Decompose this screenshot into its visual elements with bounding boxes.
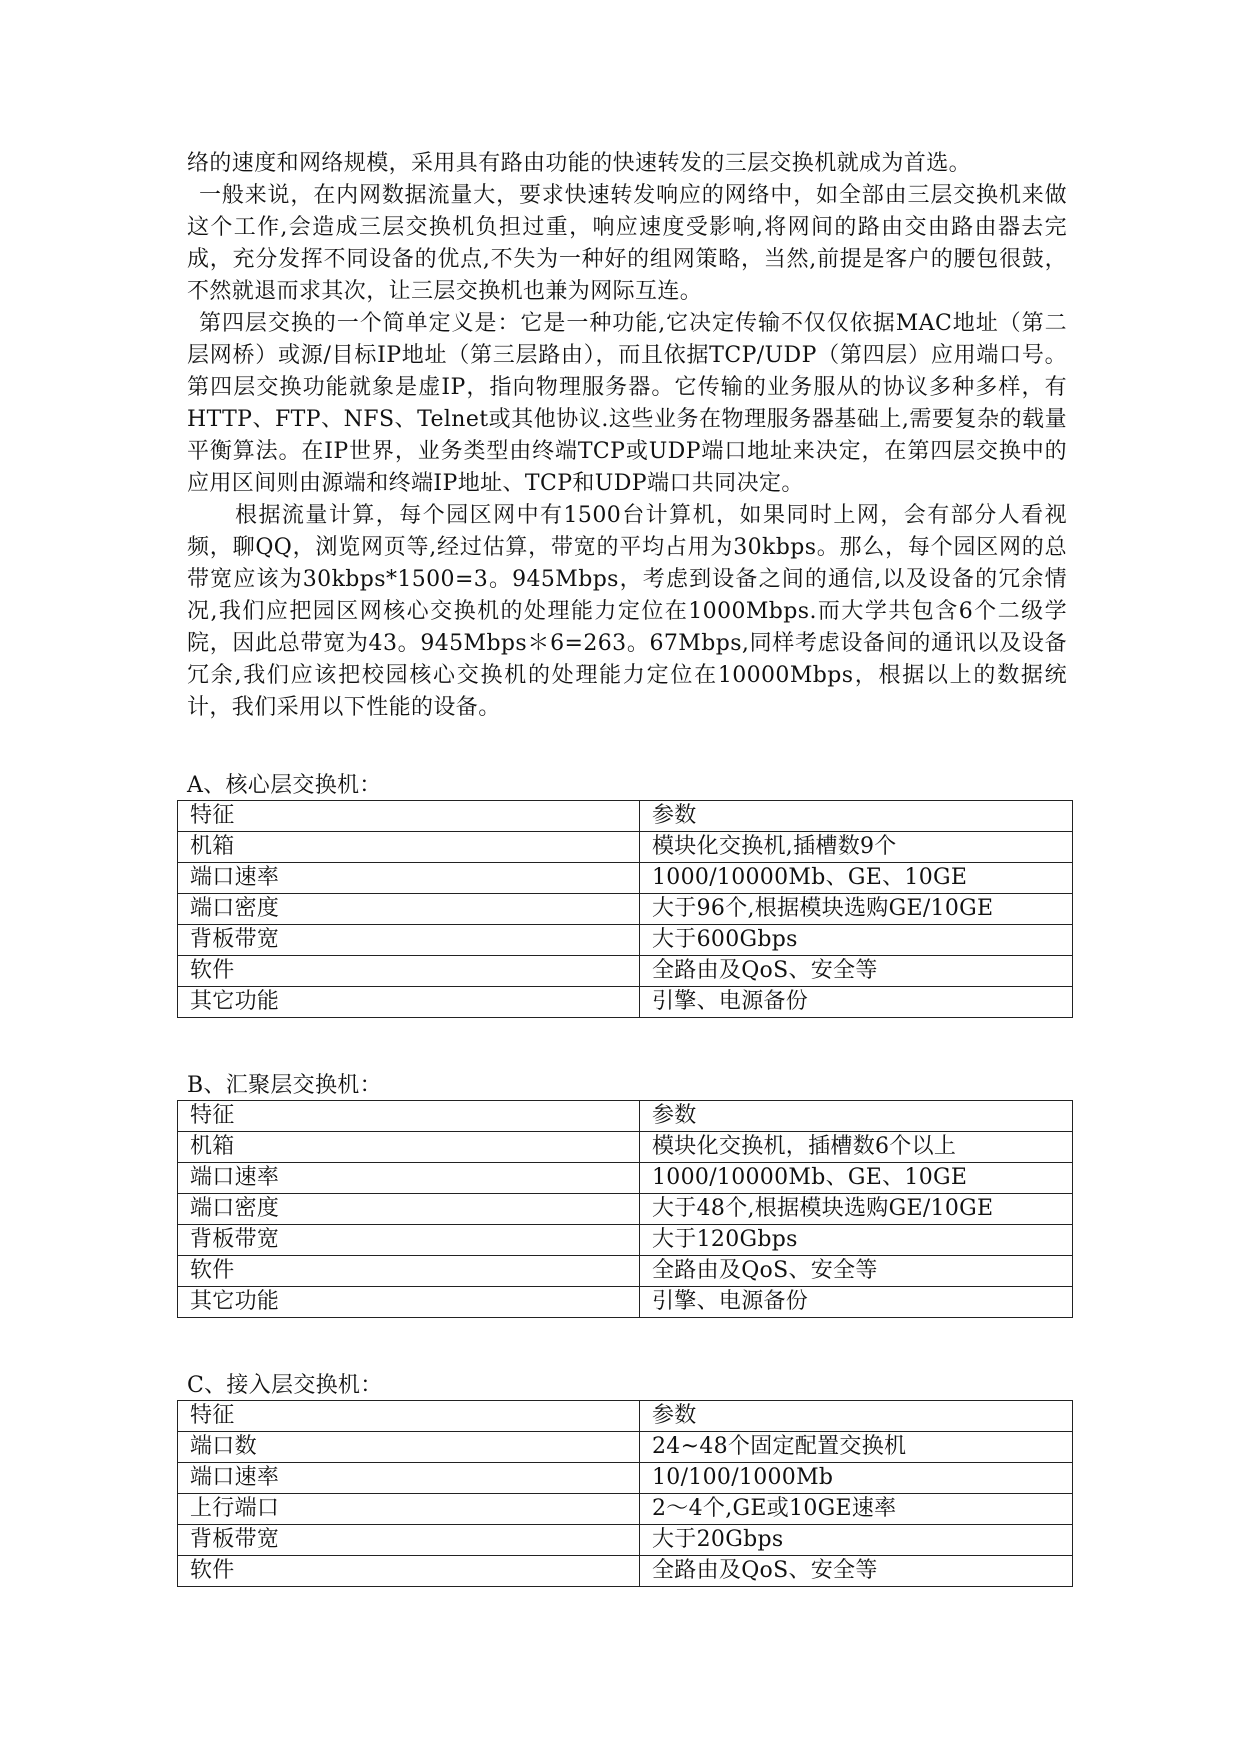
paragraph: 络的速度和网络规模，采用具有路由功能的快速转发的三层交换机就成为首选。 [187,151,972,176]
feature-cell: 背板带宽 [178,925,640,956]
table-row [178,1494,1073,1525]
value-cell: 大于96个,根据模块选购GE/10GE [640,894,1073,925]
table-core-switch [177,800,1073,1018]
feature-cell: 软件 [178,956,640,987]
feature-cell: 其它功能 [178,1287,640,1318]
table-row [178,894,1073,925]
value-cell: 2～4个,GE或10GE速率 [640,1494,1073,1525]
feature-cell: 端口速率 [178,1163,640,1194]
value-cell: 大于600Gbps [640,925,1073,956]
header-cell: 特征 [178,1101,640,1132]
table-header-row [178,1401,1073,1432]
feature-cell: 上行端口 [178,1494,640,1525]
table-row [178,1432,1073,1463]
value-cell: 模块化交换机,插槽数9个 [640,832,1073,863]
feature-cell: 端口数 [178,1432,640,1463]
value-cell: 10/100/1000Mb [640,1463,1073,1494]
value-cell: 全路由及QoS、安全等 [640,1256,1073,1287]
table-row [178,1132,1073,1163]
feature-cell: 端口密度 [178,894,640,925]
table-row [178,1287,1073,1318]
header-cell: 参数 [640,801,1073,832]
value-cell: 全路由及QoS、安全等 [640,956,1073,987]
table-access-switch [177,1400,1073,1587]
table-row [178,987,1073,1018]
table-row [178,832,1073,863]
table-row [178,1194,1073,1225]
header-cell: 参数 [640,1401,1073,1432]
table-aggregation-switch [177,1100,1073,1318]
feature-cell: 背板带宽 [178,1525,640,1556]
paragraph: 根据流量计算，每个园区网中有1500台计算机，如果同时上网，会有部分人看视频，聊QQ，浏览网页等,经过估算，带宽的平均占用为30kbps。那么，每个园区网的总带宽应该为30kbps*1500=3。945Mbps，考虑到设备之间的通信,以及设备的冗余情况,我们应把园区网核心交换机的处理能力定位在1000Mbps.而大学共包含6个二级学院，因此总带宽为43。945Mbps＊6=263。67Mbps,同样考虑设备间的通讯以及设备冗余,我们应该把校园核心交换机的处理能力定位在10000Mbps，根据以上的数据统计，我们采用以下性能的设备。 [187,503,1067,720]
feature-cell: 机箱 [178,832,640,863]
value-cell: 全路由及QoS、安全等 [640,1556,1073,1587]
feature-cell: 软件 [178,1256,640,1287]
paragraph: 第四层交换的一个简单定义是：它是一种功能,它决定传输不仅仅依据MAC地址（第二层网桥）或源/目标IP地址（第三层路由），而且依据TCP/UDP（第四层）应用端口号。第四层交换功能就象是虚IP，指向物理服务器。它传输的业务服从的协议多种多样，有HTTP、FTP、NFS、Telnet或其他协议.这些业务在物理服务器基础上,需要复杂的载量平衡算法。在IP世界，业务类型由终端TCP或UDP端口地址来决定，在第四层交换中的应用区间则由源端和终端IP地址、TCP和UDP端口共同决定。 [187,311,1067,496]
table-header-row [178,1101,1073,1132]
table-row [178,956,1073,987]
table-row [178,1556,1073,1587]
header-cell: 特征 [178,1401,640,1432]
table-header-row [178,801,1073,832]
table-row [178,863,1073,894]
feature-cell: 其它功能 [178,987,640,1018]
feature-cell: 机箱 [178,1132,640,1163]
value-cell: 引擎、电源备份 [640,987,1073,1018]
feature-cell: 端口密度 [178,1194,640,1225]
table-row [178,1163,1073,1194]
feature-cell: 软件 [178,1556,640,1587]
value-cell: 大于48个,根据模块选购GE/10GE [640,1194,1073,1225]
table-row [178,1256,1073,1287]
table-row [178,925,1073,956]
table-c-title: C、接入层交换机： [187,1373,383,1398]
feature-cell: 端口速率 [178,863,640,894]
paragraph: 一般来说，在内网数据流量大，要求快速转发响应的网络中，如全部由三层交换机来做这个工作,会造成三层交换机负担过重，响应速度受影响,将网间的路由交由路由器去完成，充分发挥不同设备的优点,不失为一种好的组网策略，当然,前提是客户的腰包很鼓，不然就退而求其次，让三层交换机也兼为网际互连。 [187,183,1067,304]
table-a-title: A、核心层交换机： [187,773,382,798]
feature-cell: 背板带宽 [178,1225,640,1256]
value-cell: 大于120Gbps [640,1225,1073,1256]
table-row [178,1525,1073,1556]
value-cell: 1000/10000Mb、GE、10GE [640,1163,1073,1194]
table-row [178,1463,1073,1494]
value-cell: 24~48个固定配置交换机 [640,1432,1073,1463]
table-row [178,1225,1073,1256]
header-cell: 特征 [178,801,640,832]
value-cell: 引擎、电源备份 [640,1287,1073,1318]
header-cell: 参数 [640,1101,1073,1132]
table-b-title: B、汇聚层交换机： [187,1073,382,1098]
body-text [187,148,1067,724]
value-cell: 模块化交换机，插槽数6个以上 [640,1132,1073,1163]
value-cell: 大于20Gbps [640,1525,1073,1556]
feature-cell: 端口速率 [178,1463,640,1494]
value-cell: 1000/10000Mb、GE、10GE [640,863,1073,894]
